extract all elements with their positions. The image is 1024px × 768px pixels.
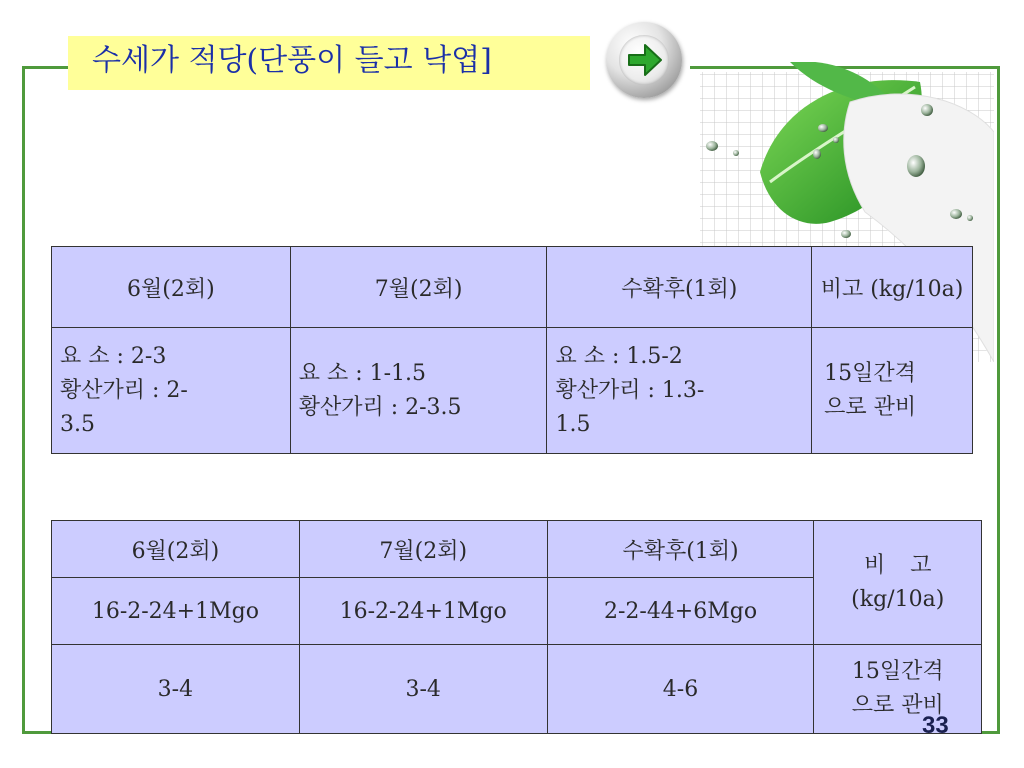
cell-line: 15일간격 — [851, 659, 944, 684]
fertilizer-table-1 — [51, 246, 973, 454]
next-slide-button[interactable] — [606, 22, 682, 98]
table-cell — [547, 328, 812, 454]
cell-line: 요 소 : 1-1.5 — [298, 360, 427, 386]
cell-line: 비 고 — [863, 552, 932, 578]
header-cell: 6월(2회) — [52, 521, 300, 578]
cell-line: 요 소 : 2-3 — [60, 343, 167, 369]
cell-line: 황산가리 : 1.3- — [555, 377, 705, 403]
table-cell — [290, 328, 547, 454]
cell-line: 황산가리 : 2- — [60, 377, 188, 403]
page-title: 수세가 적당(단풍이 들고 낙엽] — [68, 36, 590, 90]
table-cell: 16-2-24+1Mgo — [52, 578, 300, 645]
cell-line: 1.5 — [555, 411, 591, 437]
frame-top-left — [22, 66, 68, 69]
cell-line: 황산가리 : 2-3.5 — [298, 394, 462, 420]
table-cell: 3-4 — [52, 645, 300, 734]
cell-line: 으로 관비 — [824, 394, 917, 420]
header-cell: 7월(2회) — [299, 521, 547, 578]
header-cell-note — [814, 521, 982, 645]
cell-line: 요 소 : 1.5-2 — [555, 343, 683, 369]
table-row — [52, 328, 973, 454]
table-header-row — [52, 247, 973, 328]
cell-line: 으로 관비 — [851, 693, 944, 718]
header-cell: 수확후(1회) — [547, 521, 814, 578]
table-cell — [52, 328, 291, 454]
cell-line: (kg/10a) — [851, 586, 945, 612]
header-cell: 6월(2회) — [52, 247, 291, 328]
page-number: 33 — [922, 716, 949, 738]
table-cell: 4-6 — [547, 645, 814, 734]
header-cell: 7월(2회) — [290, 247, 547, 328]
table-row — [52, 645, 982, 734]
table-cell: 16-2-24+1Mgo — [299, 578, 547, 645]
header-cell-note: 비고 (kg/10a) — [812, 247, 973, 328]
cell-line: 15일간격 — [824, 360, 916, 386]
table-cell: 3-4 — [299, 645, 547, 734]
frame-right — [997, 66, 1000, 734]
fertilizer-table-2 — [51, 520, 982, 734]
arrow-right-icon — [614, 31, 674, 89]
table-header-row — [52, 521, 982, 578]
frame-left — [22, 66, 25, 734]
table-cell: 2-2-44+6Mgo — [547, 578, 814, 645]
table-cell-note — [812, 328, 973, 454]
cell-line: 3.5 — [60, 411, 95, 437]
header-cell: 수확후(1회) — [547, 247, 812, 328]
